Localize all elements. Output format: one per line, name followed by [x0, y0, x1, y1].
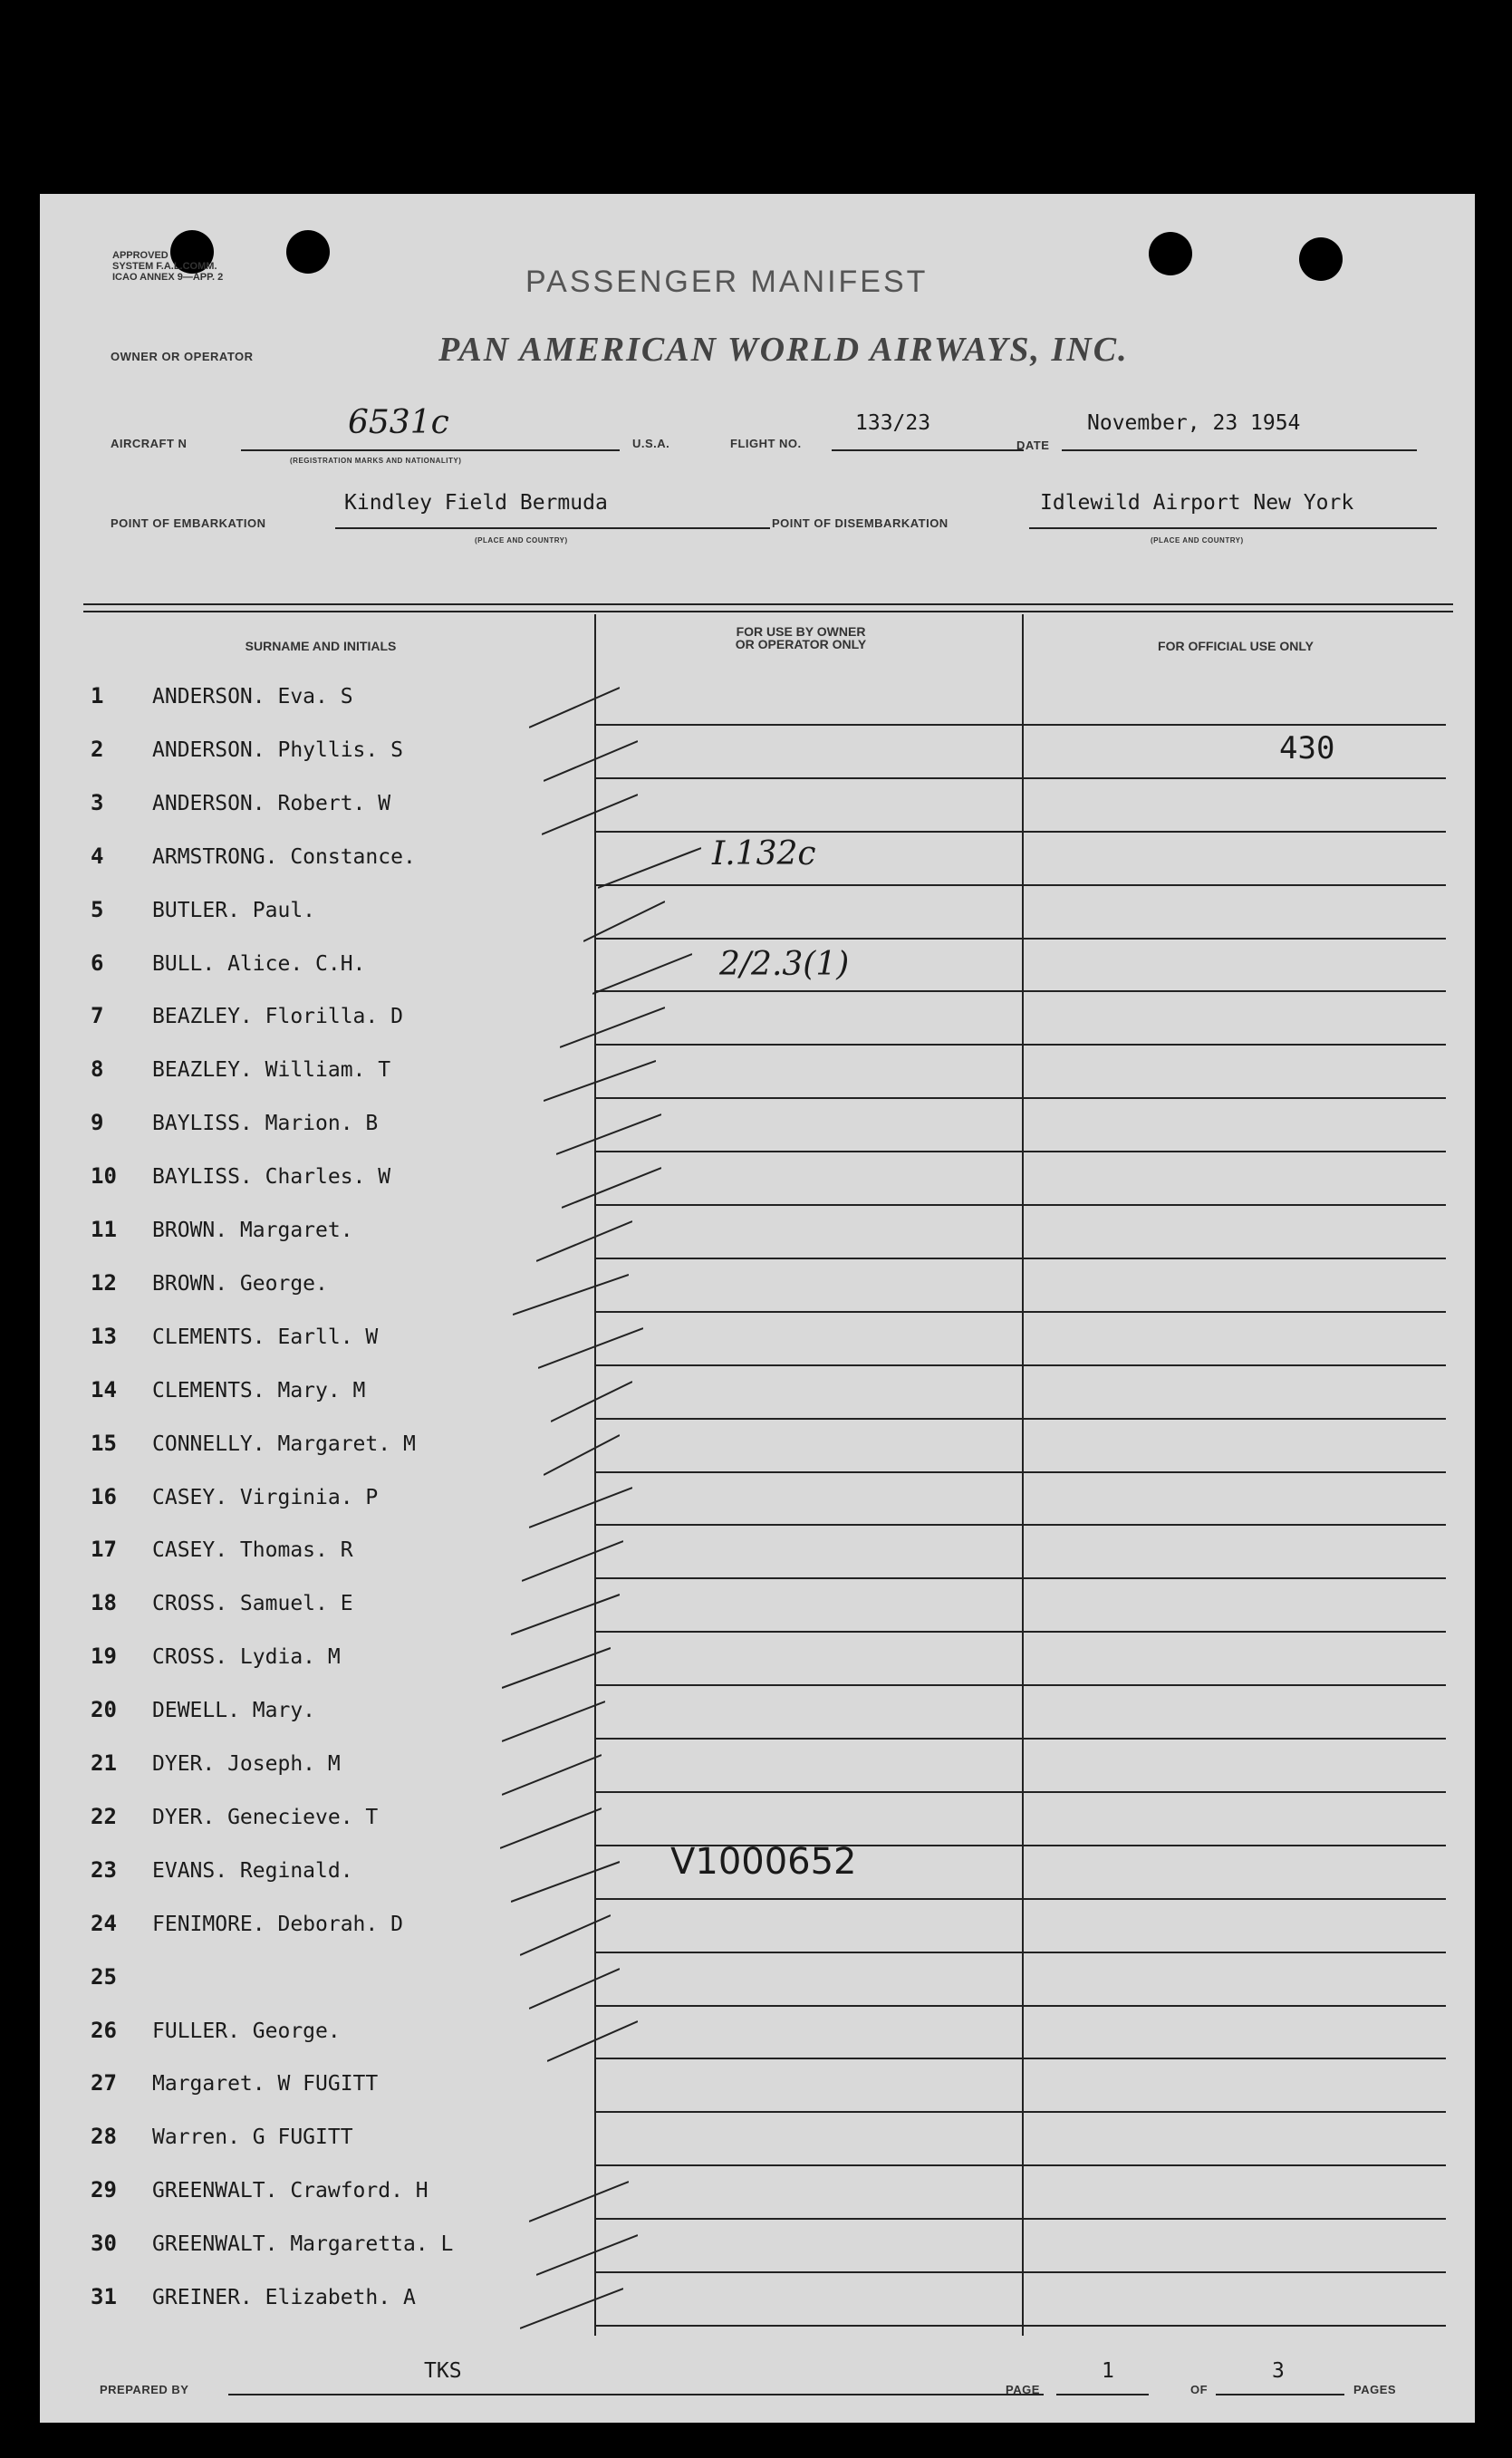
check-stroke — [544, 739, 638, 783]
owner-annotation: I.132c — [712, 835, 816, 872]
of-underline — [1216, 2394, 1344, 2395]
passenger-name: CASEY. Thomas. R — [152, 1538, 353, 1563]
row-number: 27 — [91, 2070, 117, 2097]
check-stroke — [520, 1913, 611, 1957]
passenger-name: BEAZLEY. William. T — [152, 1058, 391, 1083]
row-rule — [594, 1524, 1446, 1526]
form-title: PASSENGER MANIFEST — [525, 265, 929, 299]
row-number: 24 — [91, 1910, 117, 1936]
owner-column-header — [638, 625, 964, 651]
passenger-name: CONNELLY. Margaret. M — [152, 1431, 416, 1456]
row-rule — [594, 1311, 1446, 1313]
check-stroke — [556, 1113, 661, 1156]
row-number: 12 — [91, 1269, 117, 1296]
table-top-rule — [83, 603, 1453, 605]
check-stroke — [500, 1807, 602, 1850]
row-number: 20 — [91, 1697, 117, 1723]
owner-annotation: 2/2.3(1) — [719, 946, 850, 983]
disembark-label: POINT OF DISEMBARKATION — [772, 516, 949, 530]
row-rule — [594, 1898, 1446, 1900]
embark-underline — [335, 527, 770, 529]
passenger-name: DEWELL. Mary. — [152, 1699, 316, 1723]
check-stroke — [502, 1753, 602, 1797]
check-stroke — [502, 1700, 605, 1743]
passenger-name: ANDERSON. Phyllis. S — [152, 737, 403, 762]
row-number: 19 — [91, 1643, 117, 1670]
passenger-name: GREINER. Elizabeth. A — [152, 2286, 416, 2309]
page-value: 1 — [1102, 2359, 1114, 2383]
check-stroke — [511, 1593, 620, 1636]
manifest-sheet — [40, 194, 1475, 2423]
row-rule — [594, 1631, 1446, 1633]
passenger-name: BULL. Alice. C.H. — [152, 951, 366, 976]
check-stroke — [592, 952, 692, 996]
check-stroke — [562, 1166, 661, 1210]
registration-note: (REGISTRATION MARKS AND NATIONALITY) — [290, 457, 462, 465]
aircraft-underline — [241, 449, 620, 451]
of-label: OF — [1190, 2383, 1209, 2396]
disembark-value: Idlewild Airport New York — [1040, 491, 1354, 515]
aircraft-label: AIRCRAFT N — [111, 437, 188, 450]
row-rule — [594, 724, 1446, 726]
check-stroke — [522, 1539, 623, 1583]
disembark-note: (PLACE AND COUNTRY) — [1151, 536, 1244, 545]
owner-annotation: V1000652 — [670, 1841, 857, 1883]
check-stroke — [529, 1486, 632, 1529]
row-rule — [594, 1151, 1446, 1152]
row-number: 15 — [91, 1430, 117, 1456]
row-number: 11 — [91, 1217, 117, 1242]
check-stroke — [513, 1273, 629, 1316]
row-rule — [594, 1364, 1446, 1366]
row-number: 3 — [91, 789, 104, 815]
passenger-name: GREENWALT. Crawford. H — [152, 2179, 429, 2203]
row-rule — [594, 1258, 1446, 1259]
row-number: 13 — [91, 1323, 117, 1349]
page-label: PAGE — [1006, 2383, 1040, 2396]
passenger-name: DYER. Joseph. M — [152, 1752, 341, 1776]
check-stroke — [511, 1860, 620, 1904]
row-number: 30 — [91, 2231, 117, 2257]
table-top-rule — [83, 611, 1453, 612]
passenger-name: GREENWALT. Margaretta. L — [152, 2232, 454, 2257]
row-rule — [594, 2164, 1446, 2166]
passenger-name: CLEMENTS. Earll. W — [152, 1325, 379, 1349]
flight-underline — [832, 449, 1024, 451]
passenger-name: CROSS. Samuel. E — [152, 1592, 353, 1616]
row-number: 10 — [91, 1163, 117, 1190]
of-value: 3 — [1272, 2359, 1285, 2383]
check-stroke — [538, 1326, 643, 1370]
official-annotation: 430 — [1279, 730, 1335, 766]
row-rule — [594, 2325, 1446, 2327]
check-stroke — [529, 686, 620, 729]
row-number: 8 — [91, 1056, 104, 1083]
form-reference-line: SYSTEM F.A.L.COMM. — [112, 261, 217, 272]
page-underline — [1056, 2394, 1149, 2395]
row-number: 6 — [91, 949, 104, 976]
passenger-name: ANDERSON. Eva. S — [152, 685, 353, 708]
row-rule — [594, 1471, 1446, 1473]
passenger-name: Warren. G FUGITT — [152, 2125, 353, 2150]
check-stroke — [583, 900, 665, 943]
row-rule — [594, 831, 1446, 833]
official-column-header: FOR OFFICIAL USE ONLY — [1158, 639, 1314, 653]
row-rule — [594, 777, 1446, 779]
row-number: 21 — [91, 1750, 117, 1776]
date-underline — [1062, 449, 1417, 451]
owner-column-header-line: FOR USE BY OWNER — [736, 624, 866, 639]
check-stroke — [547, 2019, 638, 2063]
row-number: 25 — [91, 1963, 117, 1990]
row-rule — [594, 1044, 1446, 1046]
check-stroke — [560, 1006, 665, 1049]
check-stroke — [551, 1380, 632, 1423]
usa-label: U.S.A. — [632, 437, 670, 450]
row-number: 1 — [91, 683, 104, 708]
form-reference — [112, 250, 223, 283]
embark-note: (PLACE AND COUNTRY) — [475, 536, 568, 545]
passenger-name: Margaret. W FUGITT — [152, 2072, 379, 2097]
passenger-name: CASEY. Virginia. P — [152, 1485, 379, 1509]
row-rule — [594, 2111, 1446, 2113]
row-number: 4 — [91, 843, 104, 869]
row-rule — [594, 2271, 1446, 2273]
row-number: 14 — [91, 1376, 117, 1403]
row-number: 5 — [91, 896, 104, 922]
check-stroke — [544, 1059, 656, 1103]
check-stroke — [502, 1646, 611, 1690]
embark-value: Kindley Field Bermuda — [344, 491, 608, 515]
row-rule — [594, 990, 1446, 992]
row-rule — [594, 1418, 1446, 1420]
row-number: 28 — [91, 2124, 117, 2150]
column-divider — [1022, 614, 1024, 2336]
row-rule — [594, 1952, 1446, 1953]
airline-name: PAN AMERICAN WORLD AIRWAYS, INC. — [438, 331, 1129, 369]
check-stroke — [542, 793, 638, 836]
row-number: 17 — [91, 1537, 117, 1563]
disembark-underline — [1029, 527, 1437, 529]
passenger-name: CROSS. Lydia. M — [152, 1645, 341, 1670]
form-reference-line: APPROVED — [112, 250, 169, 261]
row-number: 9 — [91, 1110, 104, 1136]
row-rule — [594, 1791, 1446, 1793]
row-number: 29 — [91, 2177, 117, 2203]
flight-label: FLIGHT NO. — [730, 437, 802, 450]
prepared-value: TKS — [424, 2359, 462, 2383]
punch-hole — [1149, 232, 1192, 275]
row-rule — [594, 1204, 1446, 1206]
row-rule — [594, 1684, 1446, 1686]
check-stroke — [536, 2233, 638, 2277]
punch-hole — [1299, 237, 1343, 281]
surname-column-header: SURNAME AND INITIALS — [245, 639, 397, 653]
prepared-label: PREPARED BY — [100, 2383, 189, 2396]
passenger-name: BAYLISS. Charles. W — [152, 1165, 391, 1190]
row-rule — [594, 1577, 1446, 1579]
row-number: 31 — [91, 2284, 117, 2309]
row-number: 16 — [91, 1483, 117, 1509]
passenger-name: BROWN. George. — [152, 1271, 328, 1296]
row-number: 18 — [91, 1590, 117, 1616]
flight-value: 133/23 — [855, 411, 931, 435]
row-rule — [594, 2218, 1446, 2220]
passenger-name: BAYLISS. Marion. B — [152, 1112, 379, 1136]
check-stroke — [529, 1967, 620, 2010]
passenger-name: EVANS. Reginald. — [152, 1858, 353, 1883]
passenger-name: ANDERSON. Robert. W — [152, 791, 391, 815]
aircraft-value: 6531c — [348, 404, 449, 441]
owner-label: OWNER OR OPERATOR — [111, 350, 254, 363]
passenger-name: DYER. Genecieve. T — [152, 1805, 379, 1829]
row-rule — [594, 938, 1446, 940]
check-stroke — [536, 1219, 632, 1263]
punch-hole — [286, 230, 330, 274]
row-rule — [594, 1738, 1446, 1740]
check-stroke — [598, 846, 701, 890]
row-number: 22 — [91, 1803, 117, 1829]
row-rule — [594, 2005, 1446, 2007]
row-rule — [594, 884, 1446, 886]
passenger-name: BROWN. Margaret. — [152, 1219, 353, 1242]
passenger-name: CLEMENTS. Mary. M — [152, 1378, 366, 1403]
row-number: 2 — [91, 736, 104, 762]
passenger-name: BEAZLEY. Florilla. D — [152, 1005, 403, 1029]
passenger-name: ARMSTRONG. Constance. — [152, 844, 416, 869]
prepared-underline — [228, 2394, 1044, 2395]
row-number: 26 — [91, 2017, 117, 2043]
pages-label: PAGES — [1353, 2383, 1397, 2396]
date-label: DATE — [1016, 439, 1050, 452]
row-rule — [594, 1097, 1446, 1099]
passenger-name: FULLER. George. — [152, 2019, 341, 2043]
row-rule — [594, 2058, 1446, 2059]
row-number: 7 — [91, 1003, 104, 1029]
check-stroke — [529, 2180, 629, 2223]
row-number: 23 — [91, 1856, 117, 1883]
form-reference-line: ICAO ANNEX 9—APP. 2 — [112, 272, 224, 283]
date-value: November, 23 1954 — [1087, 411, 1301, 435]
passenger-name: FENIMORE. Deborah. D — [152, 1912, 403, 1936]
check-stroke — [544, 1433, 620, 1477]
passenger-name: BUTLER. Paul. — [152, 898, 316, 922]
embark-label: POINT OF EMBARKATION — [111, 516, 266, 530]
owner-column-header-line: OR OPERATOR ONLY — [735, 637, 867, 651]
check-stroke — [520, 2287, 623, 2330]
